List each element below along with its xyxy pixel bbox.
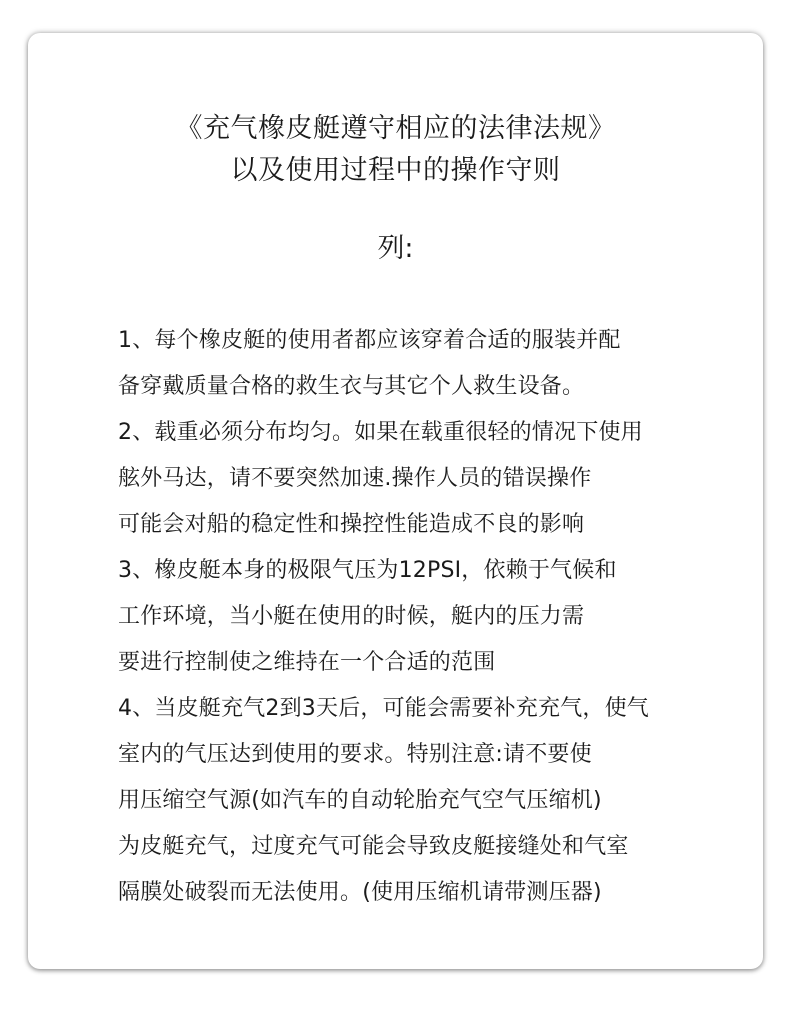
document-title-line-1: 《充气橡皮艇遵守相应的法律法规》 bbox=[175, 113, 616, 144]
rules-text bbox=[118, 323, 649, 921]
text-line: 隔膜处破裂而无法使用。(使用压缩机请带测压器) bbox=[118, 880, 602, 905]
document-title-line-2: 以及使用过程中的操作守则 bbox=[230, 155, 561, 186]
text-line: 用压缩空气源(如汽车的自动轮胎充气空气压缩机) bbox=[118, 788, 602, 813]
text-line: 要进行控制使之维持在一个合适的范围 bbox=[118, 650, 496, 675]
text-line: 3、橡皮艇本身的极限气压为12PSI，依赖于气候和 bbox=[118, 558, 617, 583]
text-line: 2、载重必须分布均匀。如果在载重很轻的情况下使用 bbox=[118, 420, 643, 445]
text-line: 工作环境，当小艇在使用的时候，艇内的压力需 bbox=[118, 604, 585, 629]
text-line: 备穿戴质量合格的救生衣与其它个人救生设备。 bbox=[118, 374, 585, 399]
text-line: 室内的气压达到使用的要求。特别注意:请不要使 bbox=[118, 742, 592, 767]
text-line: 为皮艇充气，过度充气可能会导致皮艇接缝处和气室 bbox=[118, 834, 629, 859]
text-line: 4、当皮艇充气2到3天后，可能会需要补充充气，使气 bbox=[118, 696, 649, 721]
document-subtitle: 列: bbox=[377, 233, 414, 264]
text-line: 可能会对船的稳定性和操控性能造成不良的影响 bbox=[118, 512, 585, 537]
text-line: 1、每个橡皮艇的使用者都应该穿着合适的服装并配 bbox=[118, 328, 621, 353]
text-line: 舷外马达，请不要突然加速.操作人员的错误操作 bbox=[118, 466, 592, 491]
content-card bbox=[28, 33, 763, 969]
